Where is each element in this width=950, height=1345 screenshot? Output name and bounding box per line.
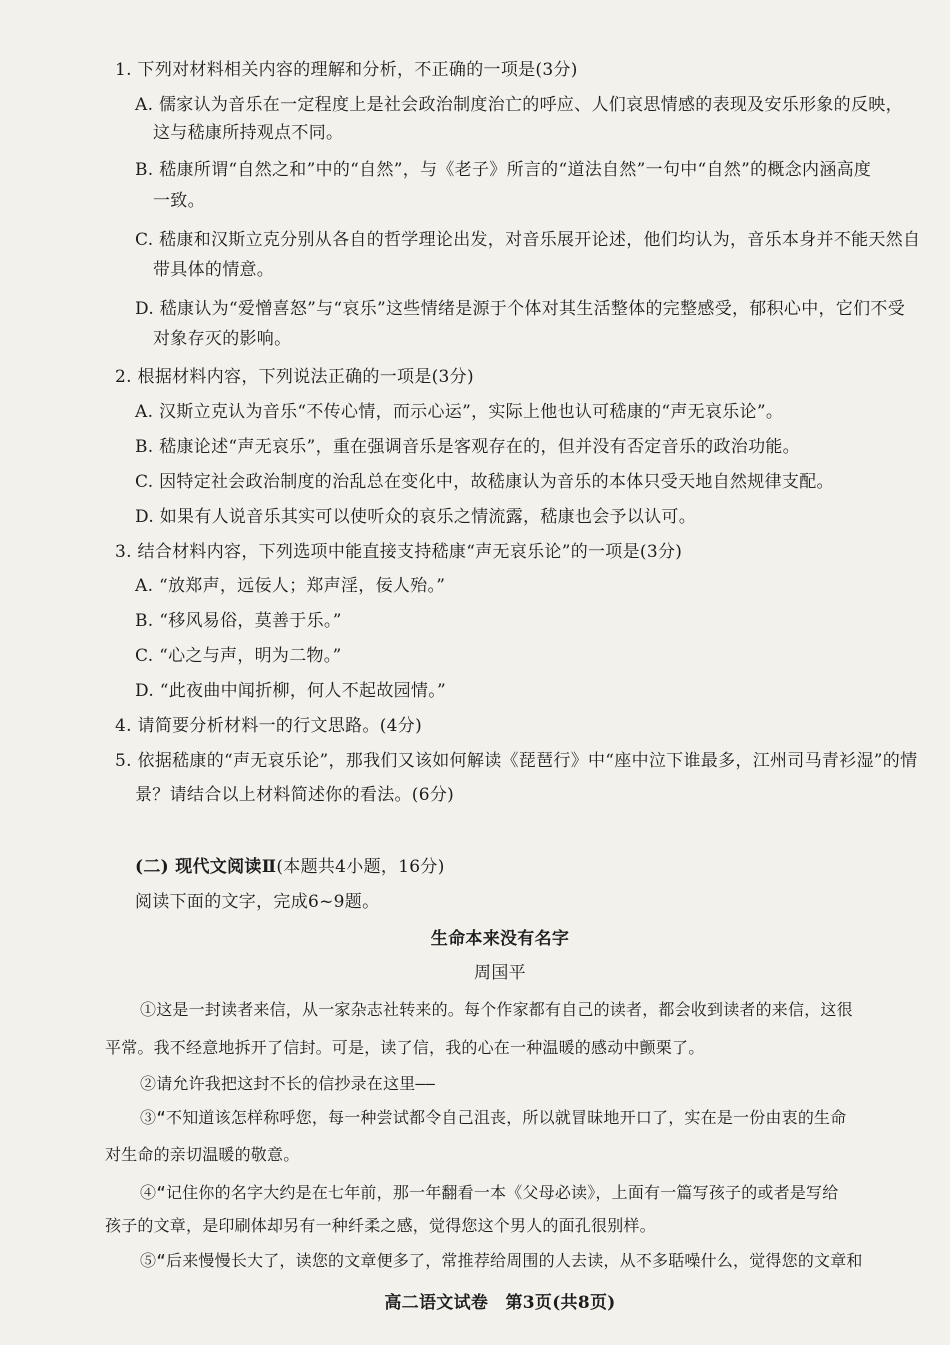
q1-option-b: B. 嵇康所谓“自然之和”中的“自然”，与《老子》所言的“道法自然”一句中“自然”的概念内涵高度 (135, 160, 872, 180)
article-paragraph-4-cont: 孩子的文章，是印刷体却另有一种纤柔之感，觉得您这个男人的面孔很别样。 (105, 1216, 656, 1235)
article-paragraph-5: ⑤“后来慢慢长大了，读您的文章便多了，常推荐给周围的人去读，从不多聒噪什么，觉得您的文章和 (140, 1251, 863, 1270)
section-2-heading-bold: (二) 现代文阅读Ⅱ (135, 857, 277, 877)
question-2-stem: 2. 根据材料内容，下列说法正确的一项是(3分) (115, 367, 474, 387)
q1-option-b-cont: 一致。 (153, 191, 205, 211)
article-paragraph-1-cont: 平常。我不经意地拆开了信封。可是，读了信，我的心在一种温暖的感动中颤栗了。 (105, 1038, 705, 1057)
q2-option-b: B. 嵇康论述“声无哀乐”，重在强调音乐是客观存在的，但并没有否定音乐的政治功能。 (135, 437, 800, 457)
section-2-heading (135, 855, 445, 879)
q1-option-d-cont: 对象存灭的影响。 (153, 329, 292, 349)
article-paragraph-4: ④“记住你的名字大约是在七年前，那一年翻看一本《父母必读》，上面有一篇写孩子的或者是写给 (140, 1183, 839, 1202)
article-author: 周国平 (474, 963, 526, 983)
q3-option-a: A. “放郑声，远佞人；郑声淫，佞人殆。” (135, 576, 446, 596)
question-5-stem-cont: 景？请结合以上材料简述你的看法。(6分) (135, 785, 455, 805)
q1-option-c-cont: 带具体的情意。 (153, 260, 275, 280)
q1-option-c: C. 嵇康和汉斯立克分别从各自的哲学理论出发，对音乐展开论述，他们均认为，音乐本身并不能天然自 (135, 230, 921, 250)
article-paragraph-3-cont: 对生命的亲切温暖的敬意。 (105, 1145, 300, 1164)
section-2-instruction: 阅读下面的文字，完成6~9题。 (135, 892, 380, 912)
q2-option-d: D. 如果有人说音乐其实可以使听众的哀乐之情流露，嵇康也会予以认可。 (135, 507, 697, 527)
question-5-stem: 5. 依据嵇康的“声无哀乐论”，那我们又该如何解读《琵琶行》中“座中泣下谁最多，江州司马青衫湿”的情 (115, 751, 918, 771)
article-paragraph-3: ③“不知道该怎样称呼您，每一种尝试都令自己沮丧，所以就冒昧地开口了，实在是一份由衷的生命 (140, 1108, 847, 1127)
q3-option-c: C. “心之与声，明为二物。” (135, 646, 342, 666)
article-paragraph-1: ①这是一封读者来信，从一家杂志社转来的。每个作家都有自己的读者，都会收到读者的来信，这很 (140, 1000, 853, 1019)
q2-option-a: A. 汉斯立克认为音乐“不传心情，而示心运”，实际上他也认可嵇康的“声无哀乐论”。 (135, 402, 784, 422)
question-3-stem: 3. 结合材料内容，下列选项中能直接支持嵇康“声无哀乐论”的一项是(3分) (115, 542, 683, 562)
q1-option-a: A. 儒家认为音乐在一定程度上是社会政治制度治亡的呼应、人们哀思情感的表现及安乐形象的反映， (135, 95, 903, 115)
article-paragraph-2: ②请允许我把这封不长的信抄录在这里—— (140, 1074, 436, 1093)
page-footer: 高二语文试卷 第3页(共8页) (384, 1293, 616, 1313)
article-title: 生命本来没有名字 (430, 929, 570, 949)
q1-option-d: D. 嵇康认为“爱憎喜怒”与“哀乐”这些情绪是源于个体对其生活整体的完整感受，郁积心中，它们不受 (135, 299, 905, 319)
section-2-heading-rest: (本题共4小题，16分) (276, 857, 445, 877)
q2-option-c: C. 因特定社会政治制度的治乱总在变化中，故嵇康认为音乐的本体只受天地自然规律支配。 (135, 472, 834, 492)
q1-option-a-cont: 这与嵇康所持观点不同。 (153, 123, 344, 143)
q3-option-b: B. “移风易俗，莫善于乐。” (135, 611, 342, 631)
question-1-stem: 1. 下列对材料相关内容的理解和分析，不正确的一项是(3分) (115, 60, 578, 80)
question-4-stem: 4. 请简要分析材料一的行文思路。(4分) (115, 716, 423, 736)
q3-option-d: D. “此夜曲中闻折柳，何人不起故园情。” (135, 681, 447, 701)
